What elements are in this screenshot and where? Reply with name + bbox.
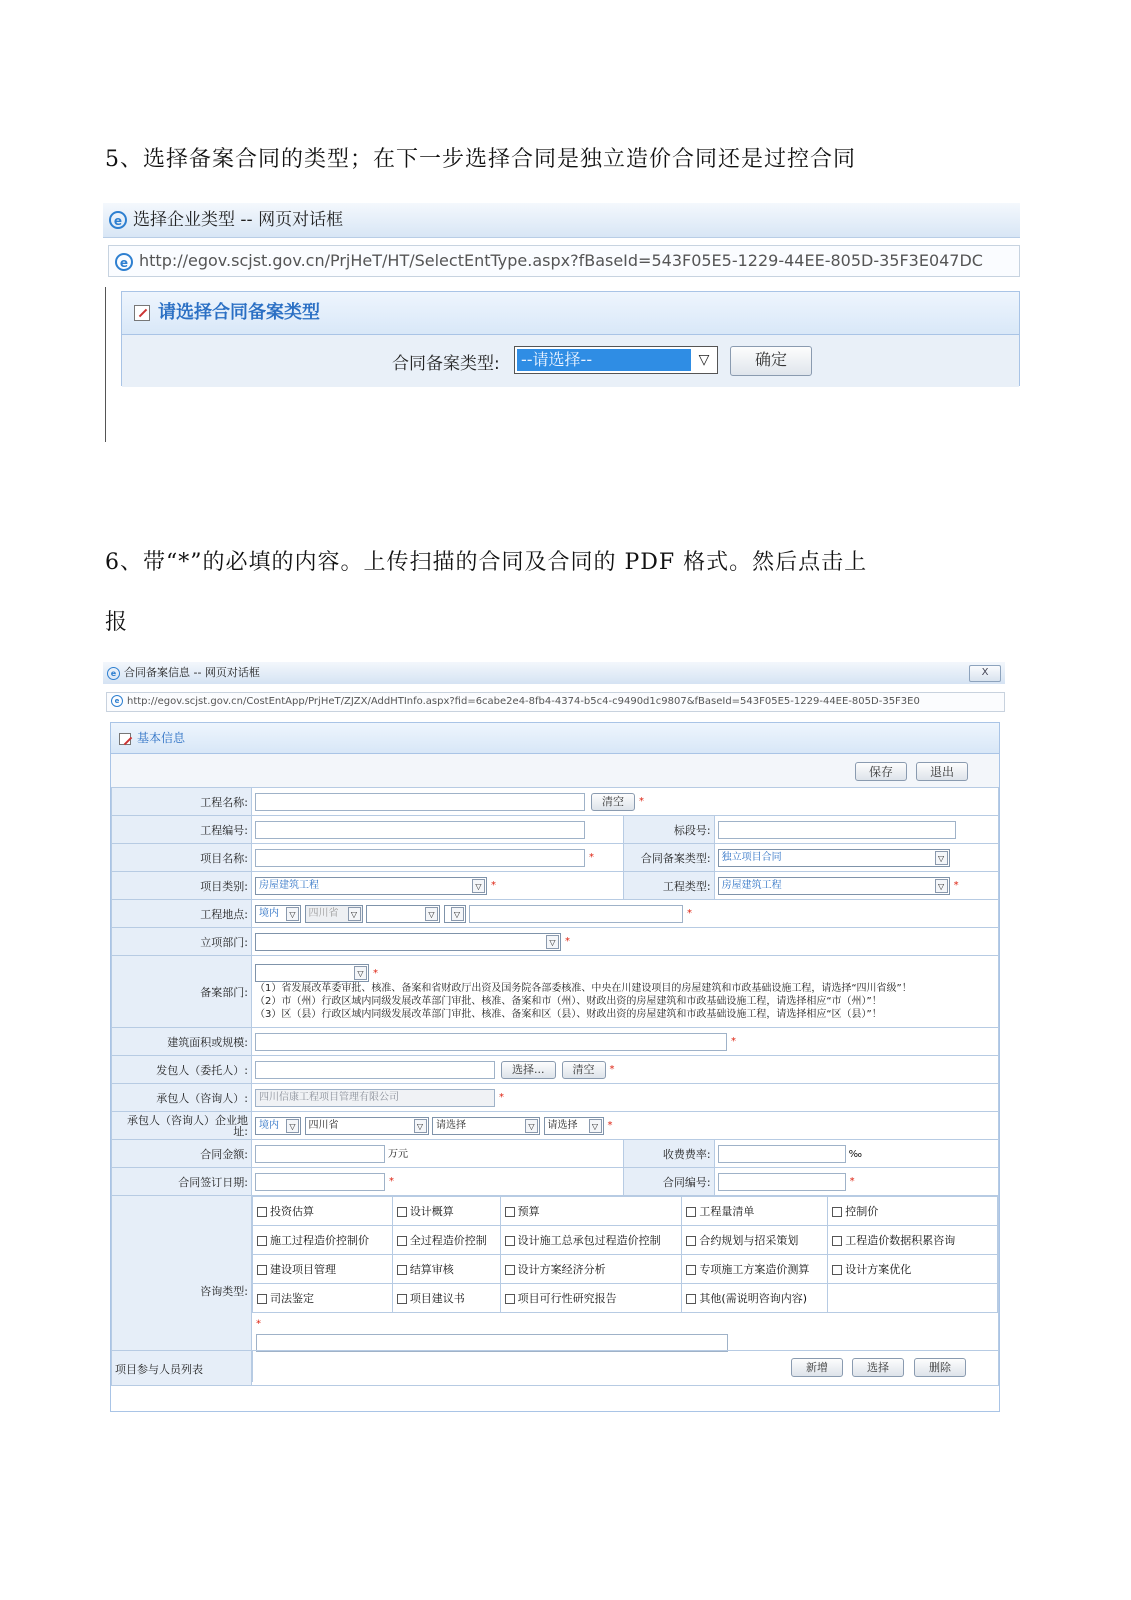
contract-type-label: 合同备案类型: (624, 844, 714, 872)
consult-option[interactable] (828, 1197, 998, 1226)
consult-option-label: 结算审核 (409, 1263, 454, 1276)
checkbox[interactable] (832, 1236, 842, 1246)
province-value: 四川省 (308, 907, 339, 919)
consult-option-label: 专项施工方案造价测算 (699, 1263, 810, 1276)
consult-option[interactable] (500, 1197, 682, 1226)
amount-input[interactable] (255, 1145, 385, 1163)
dialog2-url: http://egov.scjst.gov.cn/CostEntApp/PrjHeT/ZJZX/AddHTInfo.aspx?fid=6cabe2e4-8fb4-4374-b5c4-c9490d1c9807&fBaseId=543F05E5-1229-44EE-805D-35F3E0 (127, 696, 920, 707)
consult-option-empty (828, 1284, 998, 1313)
location-county-select[interactable] (444, 905, 466, 923)
client-input[interactable] (255, 1061, 495, 1079)
contract-type-selected: --请选择-- (517, 349, 691, 371)
checkbox[interactable] (257, 1207, 267, 1217)
approval-dept-select[interactable] (255, 933, 561, 951)
chevron-down-icon[interactable]: ▽ (286, 1119, 299, 1133)
record-note-2: （2）市（州）行政区域内同级发展改革部门审批、核准、备案和市（州）、财政出资的房屋建筑和市政基础设施工程，请选择相应“市（州）”！ (255, 996, 882, 1007)
required-mark: * (609, 1064, 615, 1075)
personnel-bar (111, 1350, 999, 1382)
ie-icon: e (107, 667, 120, 680)
addr-city-value: 请选择 (436, 1119, 466, 1131)
record-dept-label: 备案部门: (112, 956, 252, 1028)
dialog1-border (105, 287, 106, 442)
item-category-select[interactable] (255, 877, 487, 895)
chevron-down-icon[interactable]: ▽ (354, 966, 367, 980)
step6-instruction-line2: 报 (105, 610, 129, 635)
dialog2-title: 合同备案信息 -- 网页对话框 (124, 666, 260, 679)
consult-option[interactable] (500, 1284, 682, 1313)
location-city-select[interactable] (366, 905, 440, 923)
contractor-label: 承包人（咨询人）: (112, 1084, 252, 1112)
delete-personnel-button[interactable]: 删除 (914, 1358, 966, 1377)
required-mark: * (687, 908, 692, 919)
domestic-value: 境内 (259, 907, 279, 919)
chevron-down-icon[interactable]: ▽ (589, 1119, 602, 1133)
checkbox[interactable] (686, 1207, 696, 1217)
required-mark: * (731, 1036, 736, 1047)
consult-option-label: 司法鉴定 (270, 1292, 314, 1305)
checkbox[interactable] (686, 1294, 696, 1304)
consult-option-label: 设计施工总承包过程造价控制 (517, 1234, 661, 1247)
consult-option[interactable] (253, 1284, 393, 1313)
addr-city-select[interactable] (432, 1117, 540, 1135)
sign-date-input[interactable] (255, 1173, 385, 1191)
location-label: 工程地点: (112, 900, 252, 928)
consult-option[interactable] (500, 1226, 682, 1255)
area-input[interactable] (255, 1033, 727, 1051)
consult-option-label: 控制价 (845, 1205, 879, 1218)
consult-option[interactable] (392, 1197, 500, 1226)
toolbar (111, 754, 999, 788)
chevron-down-icon[interactable]: ▽ (525, 1119, 538, 1133)
project-code-label: 工程编号: (112, 816, 252, 844)
chevron-down-icon[interactable]: ▽ (425, 907, 438, 921)
consult-option[interactable] (253, 1255, 393, 1284)
addr-domestic-value: 境内 (259, 1119, 279, 1131)
contract-no-input[interactable] (718, 1173, 846, 1191)
consult-option[interactable] (682, 1284, 828, 1313)
record-note-1: （1）省发展改革委审批、核准、备案和省财政厅出资及国务院各部委核准、中央在川建设项目的房屋建筑和市政基础设施工程，请选择“四川省级”！ (255, 983, 912, 994)
project-name-label: 工程名称: (112, 788, 252, 816)
bid-section-input[interactable] (718, 821, 956, 839)
chevron-down-icon[interactable]: ▽ (348, 907, 361, 921)
consult-option[interactable] (253, 1197, 393, 1226)
dialog2-address-bar (106, 692, 1005, 712)
sign-date-label: 合同签订日期: (112, 1168, 252, 1196)
consult-option-label: 合约规划与招采策划 (699, 1234, 799, 1247)
addr-domestic-select[interactable] (255, 1117, 301, 1135)
clear-project-name-button[interactable]: 清空 (591, 793, 635, 811)
item-name-input[interactable] (255, 849, 585, 867)
checkbox[interactable] (832, 1207, 842, 1217)
project-name-input[interactable] (255, 793, 585, 811)
edit-icon (134, 305, 150, 321)
contract-type-value: 独立项目合同 (721, 851, 782, 863)
consult-option[interactable] (392, 1255, 500, 1284)
location-domestic-select[interactable] (255, 905, 301, 923)
dialog1-panel (121, 291, 1020, 386)
item-category-value: 房屋建筑工程 (259, 879, 319, 891)
engineering-type-value: 房屋建筑工程 (721, 879, 782, 891)
dialog1-panel-title: 请选择合同备案类型 (158, 302, 320, 323)
fee-rate-label: 收费费率: (624, 1140, 714, 1168)
dialog1-title: 选择企业类型 -- 网页对话框 (133, 210, 344, 230)
clear-client-button[interactable]: 清空 (562, 1061, 606, 1079)
addr-province-value: 四川省 (308, 1119, 339, 1131)
project-code-input[interactable] (255, 821, 585, 839)
contract-type-select[interactable] (514, 346, 718, 374)
approval-dept-label: 立项部门: (112, 928, 252, 956)
consult-option-label: 设计方案优化 (845, 1263, 912, 1276)
dialog2-frame (110, 722, 1000, 1412)
consult-option[interactable] (682, 1226, 828, 1255)
contract-type-select[interactable] (718, 849, 950, 867)
consult-option-label: 项目可行性研究报告 (517, 1292, 617, 1305)
addr-province-select[interactable] (305, 1117, 429, 1135)
required-mark: * (953, 880, 959, 891)
consult-option[interactable] (392, 1284, 500, 1313)
edit-icon (119, 733, 131, 745)
contract-no-label: 合同编号: (624, 1168, 714, 1196)
record-note-3: （3）区（县）行政区域内同级发展改革部门审批、核准、备案和区（县）、财政出资的房屋建筑和市政基础设施工程，请选择相应“区（县）”！ (255, 1009, 882, 1020)
required-mark: * (256, 1318, 261, 1330)
consult-option-label: 施工过程造价控制价 (270, 1234, 369, 1247)
required-mark: * (639, 796, 644, 807)
exit-button[interactable]: 退出 (916, 762, 968, 781)
consult-option-label: 其他(需说明咨询内容) (699, 1292, 807, 1305)
consult-option[interactable] (682, 1255, 828, 1284)
required-mark: * (491, 880, 496, 891)
bid-section-label: 标段号: (624, 816, 714, 844)
consult-option-label: 投资估算 (270, 1205, 314, 1218)
dialog1-titlebar (103, 203, 1020, 238)
chevron-down-icon[interactable]: ▽ (451, 907, 464, 921)
save-button[interactable]: 保存 (855, 762, 907, 781)
location-detail-input[interactable] (469, 905, 683, 923)
ie-icon: e (111, 695, 123, 707)
chevron-down-icon[interactable]: ▽ (472, 879, 485, 893)
item-category-label: 项目类别: (112, 872, 252, 900)
checkbox[interactable] (257, 1265, 267, 1275)
amount-unit: 万元 (388, 1148, 408, 1160)
checkbox[interactable] (505, 1294, 515, 1304)
checkbox[interactable] (397, 1236, 407, 1246)
step5-instruction: 5、选择备案合同的类型；在下一步选择合同是独立造价合同还是过控合同 (105, 147, 856, 172)
personnel-label: 项目参与人员列表 (115, 1363, 203, 1376)
ie-icon: e (115, 253, 133, 271)
amount-label: 合同金额: (112, 1140, 252, 1168)
checkbox[interactable] (832, 1265, 842, 1275)
consult-option-label: 设计方案经济分析 (517, 1263, 606, 1276)
chevron-down-icon[interactable]: ▽ (546, 935, 559, 949)
chevron-down-icon[interactable]: ▽ (935, 879, 948, 893)
engineering-type-label: 工程类型: (624, 872, 714, 900)
engineering-type-select[interactable] (718, 877, 950, 895)
chevron-down-icon[interactable]: ▽ (935, 851, 948, 865)
ie-icon: e (109, 211, 127, 229)
dialog1-url: http://egov.scjst.gov.cn/PrjHeT/HT/SelectEntType.aspx?fBaseId=543F05E5-1229-44EE-805D-35F3E047DC (139, 251, 983, 270)
consult-option-label: 工程量清单 (699, 1205, 755, 1218)
section-header (111, 723, 999, 754)
location-province-select[interactable] (305, 905, 363, 923)
choose-client-button[interactable]: 选择... (501, 1061, 556, 1079)
consult-option[interactable] (828, 1226, 998, 1255)
consult-option-label: 全过程造价控制 (409, 1234, 487, 1247)
basic-info-form (111, 787, 999, 1386)
record-dept-select[interactable] (255, 964, 369, 982)
required-mark: * (849, 1176, 855, 1187)
consult-option-label: 项目建议书 (409, 1292, 465, 1305)
section-title: 基本信息 (137, 731, 186, 745)
divider (252, 1351, 253, 1382)
consult-option[interactable] (682, 1197, 828, 1226)
contractor-address-label: 承包人（咨询人）企业地址: (112, 1112, 252, 1140)
consult-option[interactable] (828, 1255, 998, 1284)
checkbox[interactable] (257, 1236, 267, 1246)
checkbox[interactable] (505, 1236, 515, 1246)
consult-option[interactable] (392, 1226, 500, 1255)
consult-option-label: 建设项目管理 (270, 1263, 336, 1276)
area-label: 建筑面积或规模: (112, 1028, 252, 1056)
confirm-button[interactable]: 确定 (730, 346, 812, 376)
consult-option[interactable] (253, 1226, 393, 1255)
required-mark: * (373, 967, 378, 979)
select-personnel-button[interactable]: 选择 (852, 1358, 904, 1377)
consult-type-grid (252, 1196, 998, 1313)
rate-unit: ‰ (848, 1148, 863, 1160)
required-mark: * (565, 936, 570, 947)
client-label: 发包人（委托人）: (112, 1056, 252, 1084)
checkbox[interactable] (505, 1207, 515, 1217)
contract-type-label: 合同备案类型: (392, 354, 500, 374)
consult-option[interactable] (500, 1255, 682, 1284)
consult-option-label: 设计概算 (409, 1205, 454, 1218)
checkbox[interactable] (505, 1265, 515, 1275)
checkbox[interactable] (397, 1265, 407, 1275)
consult-type-label: 咨询类型: (112, 1196, 252, 1386)
chevron-down-icon[interactable]: ▽ (414, 1119, 427, 1133)
contractor-input[interactable]: 四川信康工程项目管理有限公司 (255, 1089, 495, 1107)
item-name-label: 项目名称: (112, 844, 252, 872)
checkbox[interactable] (397, 1294, 407, 1304)
checkbox[interactable] (686, 1265, 696, 1275)
required-mark: * (607, 1120, 613, 1131)
consult-option-label: 预算 (517, 1205, 540, 1218)
close-button[interactable]: X (969, 665, 1001, 682)
dialog2-titlebar (103, 662, 1005, 684)
chevron-down-icon[interactable]: ▽ (286, 907, 299, 921)
required-mark: * (389, 1176, 394, 1187)
step6-instruction-line1: 6、带“*”的必填的内容。上传扫描的合同及合同的 PDF 格式。然后点击上 (105, 550, 868, 575)
fee-rate-input[interactable] (718, 1145, 846, 1163)
addr-county-select[interactable] (544, 1117, 604, 1135)
consult-option-label: 工程造价数据积累咨询 (845, 1234, 956, 1247)
dialog1-form-row (122, 335, 1019, 387)
dialog1-panel-header (122, 292, 1019, 335)
addr-county-value: 请选择 (547, 1119, 578, 1131)
chevron-down-icon[interactable]: ▽ (698, 352, 710, 368)
required-mark: * (589, 852, 594, 863)
checkbox[interactable] (686, 1236, 696, 1246)
checkbox[interactable] (257, 1294, 267, 1304)
required-mark: * (499, 1092, 504, 1103)
dialog1-address-bar (108, 245, 1020, 277)
add-personnel-button[interactable]: 新增 (791, 1358, 843, 1377)
checkbox[interactable] (397, 1207, 407, 1217)
